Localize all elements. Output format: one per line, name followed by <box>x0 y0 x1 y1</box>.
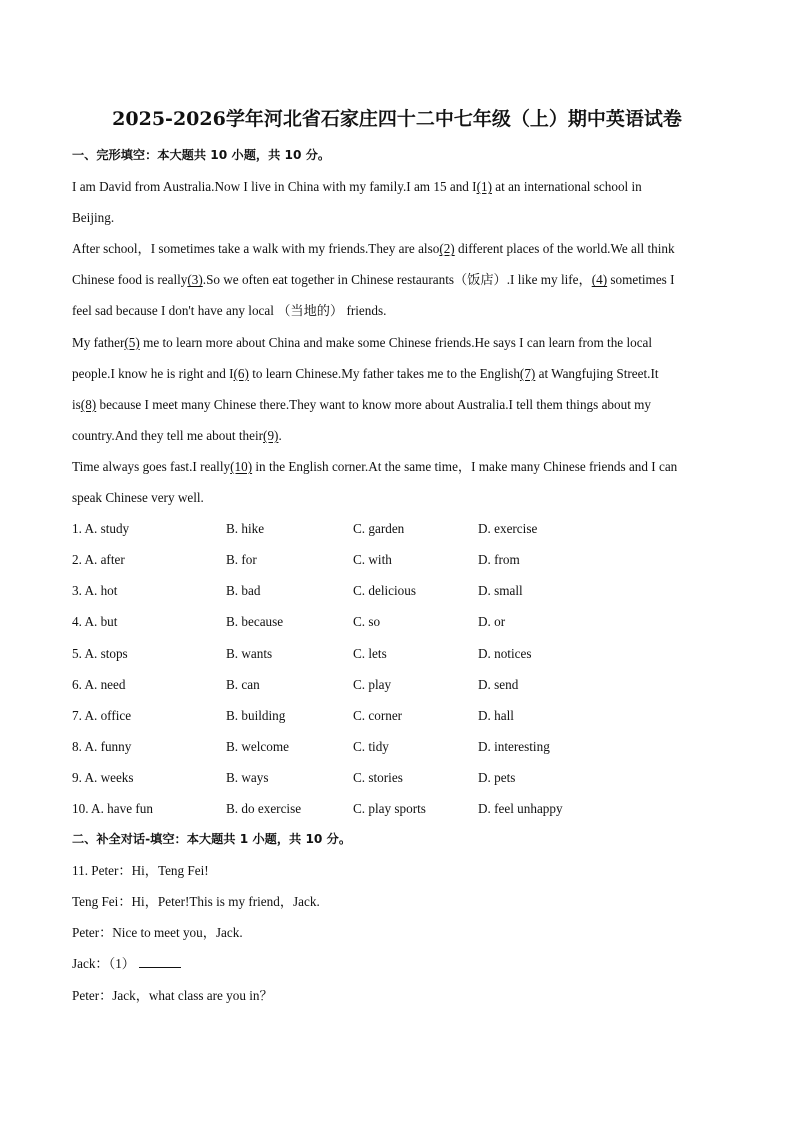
option-d[interactable]: D. hall <box>478 707 514 723</box>
question-options-5 <box>72 638 722 669</box>
section2-heading: 二、补全对话-填空：本大题共 1 小题，共 10 分。 <box>72 832 352 847</box>
option-b[interactable]: B. for <box>226 552 257 568</box>
passage-line-9: country.And they tell me about their(9). <box>72 427 282 443</box>
passage-line-4: Chinese food is really(3).So we often eat together in Chinese restaurants（饭店）.I like my life，(4) sometimes I <box>72 272 675 288</box>
option-d[interactable]: D. send <box>478 676 519 692</box>
option-b[interactable]: B. because <box>226 614 284 630</box>
question-options-10 <box>72 793 722 824</box>
blank-8[interactable]: (8) <box>80 396 97 412</box>
option-a[interactable]: 10. A. have fun <box>72 800 153 816</box>
question-options-3 <box>72 575 722 606</box>
dialogue-line-3: Peter：Nice to meet you，Jack. <box>72 925 243 941</box>
passage-line-7: people.I know he is right and I(6) to learn Chinese.My father takes me to the English(7) at Wangfujing Street.It <box>72 365 659 381</box>
option-d[interactable]: D. small <box>478 583 523 599</box>
question-options-7 <box>72 700 722 731</box>
option-d[interactable]: D. interesting <box>478 738 550 754</box>
option-d[interactable]: D. pets <box>478 769 516 785</box>
option-a[interactable]: 8. A. funny <box>72 738 132 754</box>
passage-line-3: After school，I sometimes take a walk with my friends.They are also(2) different places of the world.We all think <box>72 241 675 257</box>
passage-line-8: is(8) because I meet many Chinese there.They want to know more about Australia.I tell them things about my <box>72 396 652 412</box>
passage-line-2: Beijing. <box>72 210 115 226</box>
option-b[interactable]: B. hike <box>226 521 265 537</box>
option-b[interactable]: B. welcome <box>226 738 289 754</box>
blank-9[interactable]: (9) <box>263 427 279 443</box>
option-c[interactable]: C. play sports <box>353 800 426 816</box>
option-b[interactable]: B. building <box>226 707 286 723</box>
option-a[interactable]: 7. A. office <box>72 707 132 723</box>
answer-blank-1[interactable] <box>139 953 181 968</box>
option-d[interactable]: D. exercise <box>478 521 538 537</box>
dialogue-line-5: Peter：Jack，what class are you in？ <box>72 987 273 1003</box>
question-options-9 <box>72 762 722 793</box>
option-c[interactable]: C. play <box>353 676 392 692</box>
dialogue-line-2: Teng Fei：Hi，Peter!This is my friend，Jack. <box>72 894 320 910</box>
option-a[interactable]: 5. A. stops <box>72 645 128 661</box>
option-c[interactable]: C. so <box>353 614 381 630</box>
question-options-8 <box>72 731 722 762</box>
option-b[interactable]: B. can <box>226 676 260 692</box>
section1-heading: 一、完形填空：本大题共 10 小题，共 10 分。 <box>72 148 331 162</box>
option-b[interactable]: B. do exercise <box>226 800 302 816</box>
options-list <box>72 513 722 824</box>
option-b[interactable]: B. ways <box>226 769 269 785</box>
option-d[interactable]: D. from <box>478 552 520 568</box>
option-a[interactable]: 9. A. weeks <box>72 769 134 785</box>
blank-7[interactable]: (7) <box>519 365 536 381</box>
dialogue-line-1: 11. Peter：Hi，Teng Fei! <box>72 863 209 879</box>
blank-6[interactable]: (6) <box>233 365 249 381</box>
option-d[interactable]: D. notices <box>478 645 532 661</box>
option-a[interactable]: 3. A. hot <box>72 583 118 599</box>
question-options-6 <box>72 669 722 700</box>
option-c[interactable]: C. lets <box>353 645 387 661</box>
option-c[interactable]: C. tidy <box>353 738 389 754</box>
dialogue-line-4: Jack：（1） <box>72 948 722 979</box>
option-d[interactable]: D. feel unhappy <box>478 800 563 816</box>
blank-5[interactable]: (5) <box>124 334 140 350</box>
option-c[interactable]: C. delicious <box>353 583 417 599</box>
blank-1[interactable]: (1) <box>476 179 492 195</box>
passage-line-1: I am David from Australia.Now I live in China with my family.I am 15 and I(1) at an international school in <box>72 179 642 195</box>
question-options-2 <box>72 544 722 575</box>
blank-10[interactable]: (10) <box>230 458 253 474</box>
passage-line-5: feel sad because I don't have any local （当地的） friends. <box>72 303 387 319</box>
option-c[interactable]: C. stories <box>353 769 403 785</box>
option-c[interactable]: C. with <box>353 552 392 568</box>
option-a[interactable]: 4. A. but <box>72 614 118 630</box>
option-a[interactable]: 6. A. need <box>72 676 126 692</box>
option-a[interactable]: 1. A. study <box>72 521 130 537</box>
option-c[interactable]: C. corner <box>353 707 403 723</box>
blank-4[interactable]: (4) <box>591 272 608 288</box>
exam-title: 2025-2026学年河北省石家庄四十二中七年级（上）期中英语试卷 <box>112 108 682 130</box>
passage-line-11: speak Chinese very well. <box>72 490 204 506</box>
question-options-4 <box>72 606 722 637</box>
option-c[interactable]: C. garden <box>353 521 405 537</box>
blank-2[interactable]: (2) <box>439 241 455 257</box>
question-options-1 <box>72 513 722 544</box>
option-b[interactable]: B. wants <box>226 645 273 661</box>
passage-line-10: Time always goes fast.I really(10) in the English corner.At the same time，I make many Chinese friends and I can <box>72 458 678 474</box>
passage-line-6: My father(5) me to learn more about China and make some Chinese friends.He says I can learn from the local <box>72 334 653 350</box>
option-a[interactable]: 2. A. after <box>72 552 125 568</box>
exam-content <box>72 140 722 1011</box>
option-d[interactable]: D. or <box>478 614 506 630</box>
blank-3[interactable]: (3) <box>187 272 203 288</box>
option-b[interactable]: B. bad <box>226 583 261 599</box>
